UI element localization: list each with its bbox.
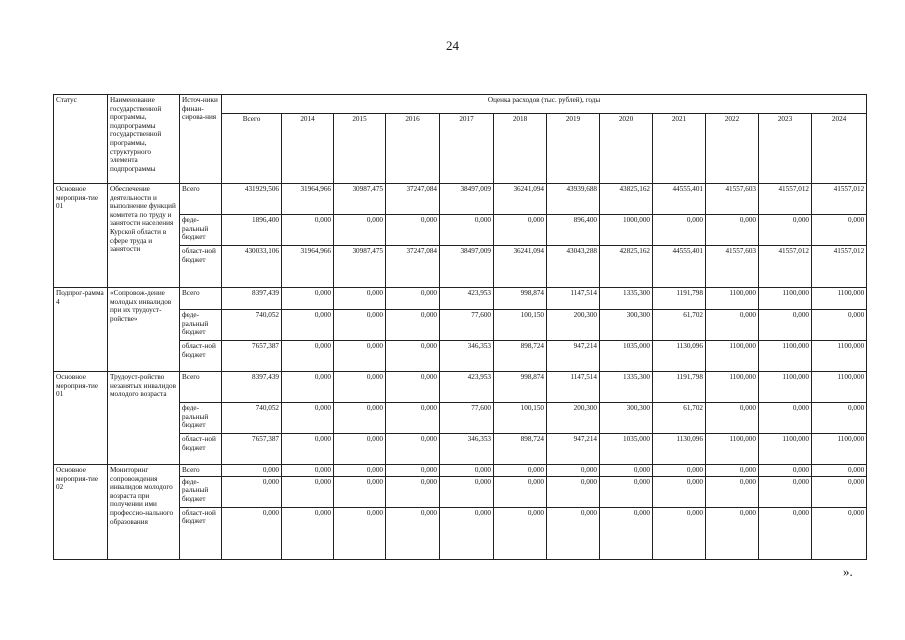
value-cell: 0,000	[812, 215, 867, 246]
header-year: 2019	[547, 114, 600, 184]
value-cell: 0,000	[440, 476, 494, 507]
value-cell: 0,000	[600, 476, 653, 507]
header-year: 2015	[334, 114, 386, 184]
value-cell: 0,000	[282, 372, 334, 403]
value-cell: 0,000	[334, 288, 386, 310]
value-cell: 38497,009	[440, 184, 494, 215]
header-year: 2020	[600, 114, 653, 184]
status-cell: Основное мероприя-тие 02	[54, 465, 108, 560]
closing-mark: ».	[843, 564, 853, 579]
value-cell: 0,000	[600, 465, 653, 477]
value-cell: 0,000	[386, 341, 440, 372]
header-estimate: Оценка расходов (тыс. рублей), годы	[222, 95, 867, 114]
value-cell: 346,353	[440, 341, 494, 372]
value-cell: 0,000	[494, 465, 547, 477]
value-cell: 0,000	[759, 476, 812, 507]
value-cell: 1335,300	[600, 288, 653, 310]
source-cell: феде-ральный бюджет	[180, 476, 222, 507]
value-cell: 0,000	[706, 507, 759, 559]
value-cell: 0,000	[653, 476, 706, 507]
value-cell: 1100,000	[706, 341, 759, 372]
header-year: 2023	[759, 114, 812, 184]
value-cell: 0,000	[653, 465, 706, 477]
source-cell: област-ной бюджет	[180, 434, 222, 465]
value-cell: 30987,475	[334, 246, 386, 288]
value-cell: 0,000	[282, 310, 334, 341]
value-cell: 0,000	[547, 476, 600, 507]
header-year: 2018	[494, 114, 547, 184]
value-cell: 0,000	[494, 476, 547, 507]
value-cell-total: 0,000	[222, 476, 282, 507]
value-cell: 0,000	[547, 465, 600, 477]
value-cell: 346,353	[440, 434, 494, 465]
value-cell: 0,000	[334, 372, 386, 403]
value-cell: 30987,475	[334, 184, 386, 215]
value-cell: 0,000	[282, 288, 334, 310]
value-cell: 0,000	[282, 434, 334, 465]
header-name: Наименование государственной программы, подпрограммы государственной программы, структурного элемента подпрограммы	[108, 95, 180, 184]
value-cell: 100,150	[494, 310, 547, 341]
value-cell-total: 430033,106	[222, 246, 282, 288]
table-row	[54, 465, 867, 477]
status-cell: Подпрог-рамма 4	[54, 288, 108, 372]
value-cell: 0,000	[386, 476, 440, 507]
value-cell: 0,000	[334, 476, 386, 507]
value-cell: 0,000	[706, 403, 759, 434]
value-cell: 0,000	[600, 507, 653, 559]
value-cell: 0,000	[812, 476, 867, 507]
value-cell: 0,000	[812, 310, 867, 341]
value-cell: 31964,966	[282, 184, 334, 215]
value-cell: 1100,000	[759, 434, 812, 465]
value-cell: 0,000	[706, 310, 759, 341]
value-cell: 1100,000	[706, 288, 759, 310]
value-cell: 1100,000	[759, 288, 812, 310]
value-cell: 896,400	[547, 215, 600, 246]
value-cell: 43043,288	[547, 246, 600, 288]
value-cell: 200,300	[547, 310, 600, 341]
value-cell: 0,000	[334, 434, 386, 465]
value-cell: 0,000	[334, 310, 386, 341]
value-cell: 36241,094	[494, 184, 547, 215]
value-cell: 1100,000	[759, 372, 812, 403]
value-cell: 42825,162	[600, 246, 653, 288]
value-cell: 0,000	[812, 465, 867, 477]
value-cell: 0,000	[440, 507, 494, 559]
header-status: Статус	[54, 95, 108, 184]
value-cell: 41557,603	[706, 184, 759, 215]
value-cell: 898,724	[494, 434, 547, 465]
source-cell: феде-ральный бюджет	[180, 403, 222, 434]
value-cell: 77,600	[440, 403, 494, 434]
value-cell: 898,724	[494, 341, 547, 372]
value-cell-total: 0,000	[222, 507, 282, 559]
source-cell: област-ной бюджет	[180, 507, 222, 559]
value-cell: 0,000	[386, 434, 440, 465]
value-cell: 31964,966	[282, 246, 334, 288]
value-cell: 41557,012	[812, 246, 867, 288]
value-cell: 1100,000	[706, 434, 759, 465]
value-cell: 1130,096	[653, 434, 706, 465]
value-cell: 0,000	[282, 341, 334, 372]
name-cell: Трудоуст-ройство незанятых инвалидов молодого возраста	[108, 372, 180, 465]
value-cell: 0,000	[386, 310, 440, 341]
source-cell: феде-ральный бюджет	[180, 215, 222, 246]
value-cell: 0,000	[706, 476, 759, 507]
value-cell: 1191,798	[653, 288, 706, 310]
value-cell: 0,000	[759, 215, 812, 246]
value-cell: 77,600	[440, 310, 494, 341]
value-cell: 0,000	[759, 403, 812, 434]
value-cell: 1100,000	[706, 372, 759, 403]
value-cell-total: 1896,400	[222, 215, 282, 246]
value-cell: 1130,096	[653, 341, 706, 372]
value-cell: 1147,514	[547, 372, 600, 403]
value-cell: 0,000	[653, 507, 706, 559]
value-cell: 1335,300	[600, 372, 653, 403]
value-cell: 0,000	[706, 215, 759, 246]
header-year-total: Всего	[222, 114, 282, 184]
value-cell: 41557,012	[759, 184, 812, 215]
header-year: 2017	[440, 114, 494, 184]
value-cell: 41557,603	[706, 246, 759, 288]
value-cell: 44555,401	[653, 246, 706, 288]
value-cell: 0,000	[759, 465, 812, 477]
value-cell: 0,000	[282, 403, 334, 434]
value-cell: 300,300	[600, 310, 653, 341]
value-cell: 37247,084	[386, 184, 440, 215]
value-cell: 0,000	[812, 403, 867, 434]
header-source: Источ-ники финан-сирова-ния	[180, 95, 222, 184]
value-cell: 1100,000	[812, 372, 867, 403]
value-cell: 947,214	[547, 341, 600, 372]
source-cell: Всего	[180, 184, 222, 215]
table-row	[54, 184, 867, 215]
value-cell-total: 740,052	[222, 310, 282, 341]
source-cell: област-ной бюджет	[180, 341, 222, 372]
value-cell: 44555,401	[653, 184, 706, 215]
value-cell: 0,000	[282, 476, 334, 507]
value-cell: 61,702	[653, 310, 706, 341]
value-cell: 41557,012	[759, 246, 812, 288]
value-cell: 0,000	[759, 507, 812, 559]
value-cell: 43939,688	[547, 184, 600, 215]
name-cell: «Сопровож-дение молодых инвалидов при их трудоуст-ройстве»	[108, 288, 180, 372]
name-cell: Обеспечение деятельности и выполнение функций комитета по труду и занятости населения Курской области в сфере труда и занятости	[108, 184, 180, 288]
value-cell: 100,150	[494, 403, 547, 434]
value-cell: 0,000	[547, 507, 600, 559]
value-cell: 61,702	[653, 403, 706, 434]
value-cell: 0,000	[282, 465, 334, 477]
value-cell: 0,000	[494, 215, 547, 246]
value-cell: 36241,094	[494, 246, 547, 288]
value-cell: 200,300	[547, 403, 600, 434]
value-cell: 0,000	[759, 310, 812, 341]
table-row	[54, 372, 867, 403]
value-cell-total: 0,000	[222, 465, 282, 477]
value-cell: 0,000	[386, 215, 440, 246]
value-cell: 1100,000	[759, 341, 812, 372]
value-cell: 0,000	[334, 465, 386, 477]
value-cell: 0,000	[334, 403, 386, 434]
value-cell: 0,000	[386, 288, 440, 310]
value-cell: 998,874	[494, 372, 547, 403]
value-cell: 423,953	[440, 288, 494, 310]
value-cell: 0,000	[706, 465, 759, 477]
value-cell: 38497,009	[440, 246, 494, 288]
value-cell: 1000,000	[600, 215, 653, 246]
value-cell: 43825,162	[600, 184, 653, 215]
value-cell: 0,000	[440, 465, 494, 477]
value-cell: 0,000	[440, 215, 494, 246]
source-cell: Всего	[180, 372, 222, 403]
value-cell: 0,000	[282, 507, 334, 559]
value-cell: 1100,000	[812, 341, 867, 372]
value-cell-total: 8397,439	[222, 288, 282, 310]
value-cell: 41557,012	[812, 184, 867, 215]
value-cell: 0,000	[386, 372, 440, 403]
value-cell: 1100,000	[812, 434, 867, 465]
source-cell: Всего	[180, 288, 222, 310]
value-cell: 1147,514	[547, 288, 600, 310]
value-cell-total: 740,052	[222, 403, 282, 434]
status-cell: Основное мероприя-тие 01	[54, 372, 108, 465]
source-cell: Всего	[180, 465, 222, 477]
value-cell: 37247,084	[386, 246, 440, 288]
value-cell: 0,000	[812, 507, 867, 559]
value-cell: 0,000	[334, 507, 386, 559]
header-year: 2014	[282, 114, 334, 184]
value-cell: 0,000	[334, 341, 386, 372]
value-cell: 0,000	[386, 507, 440, 559]
value-cell: 998,874	[494, 288, 547, 310]
value-cell: 0,000	[386, 465, 440, 477]
value-cell: 0,000	[334, 215, 386, 246]
value-cell-total: 7657,387	[222, 341, 282, 372]
value-cell: 1035,000	[600, 341, 653, 372]
value-cell: 1191,798	[653, 372, 706, 403]
table-row	[54, 288, 867, 310]
value-cell: 0,000	[386, 403, 440, 434]
value-cell-total: 431929,506	[222, 184, 282, 215]
header-year: 2022	[706, 114, 759, 184]
header-year: 2024	[812, 114, 867, 184]
value-cell: 300,300	[600, 403, 653, 434]
value-cell: 1100,000	[812, 288, 867, 310]
source-cell: област-ной бюджет	[180, 246, 222, 288]
value-cell-total: 8397,439	[222, 372, 282, 403]
budget-table	[53, 94, 867, 560]
header-year: 2021	[653, 114, 706, 184]
value-cell: 947,214	[547, 434, 600, 465]
page-number: 24	[446, 38, 459, 53]
source-cell: феде-ральный бюджет	[180, 310, 222, 341]
header-year: 2016	[386, 114, 440, 184]
value-cell: 1035,000	[600, 434, 653, 465]
value-cell: 423,953	[440, 372, 494, 403]
value-cell: 0,000	[653, 215, 706, 246]
value-cell: 0,000	[282, 215, 334, 246]
status-cell: Основное мероприя-тие 01	[54, 184, 108, 288]
value-cell-total: 7657,387	[222, 434, 282, 465]
value-cell: 0,000	[494, 507, 547, 559]
name-cell: Мониторинг сопровождения инвалидов молодого возраста при получении ими профессио-нального образования	[108, 465, 180, 560]
